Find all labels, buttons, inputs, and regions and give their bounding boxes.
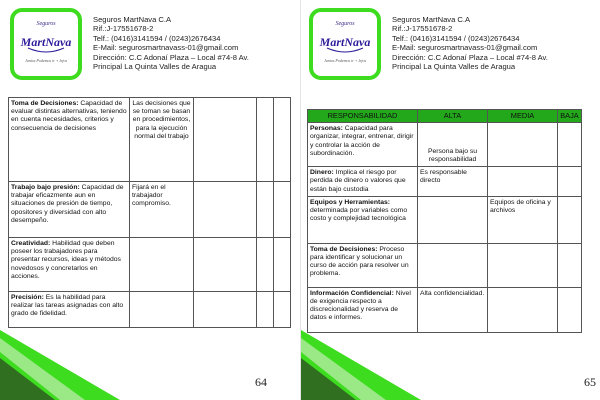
- competency-cell: Toma de Decisiones: Capacidad de evaluar distintas alternativas, teniendo en cuenta necesidades, criterios y consecuencia de decisiones: [9, 98, 130, 182]
- logo-tagline: Juntos Podemos ir + lejos: [24, 58, 68, 63]
- table-row: [308, 167, 582, 197]
- competencies-table: [8, 97, 291, 328]
- media-cell: Equipos de oficina y archivos: [488, 196, 558, 243]
- baja-cell: [558, 167, 582, 197]
- note-cell: [130, 238, 194, 292]
- table-row: [308, 287, 582, 332]
- logo-top-text: Seguros: [36, 21, 56, 27]
- page-number: 64: [255, 375, 267, 389]
- company-address-2: Principal La Quinta Valles de Aragua: [93, 62, 217, 72]
- table-row: [308, 196, 582, 243]
- table-row: [9, 182, 291, 238]
- table-row: [308, 243, 582, 287]
- header-baja: BAJA: [558, 110, 582, 123]
- table-row: [9, 238, 291, 292]
- note-cell: Las decisiones que se toman se basan en procedimientos, para la ejecución normal del trabajo: [130, 98, 194, 182]
- competency-cell: Trabajo bajo presión: Capacidad de trabajar eficazmente aun en situaciones de presión de tiempo, opositores y diversidad con alto desempeño.: [9, 182, 130, 238]
- logo-tagline: Juntos Podemos ir + lejos: [323, 58, 367, 63]
- note-cell: [130, 292, 194, 328]
- media-cell: [488, 287, 558, 332]
- alta-cell: Persona bajo su responsabilidad: [418, 123, 488, 167]
- header-responsabilidad: RESPONSABILIDAD: [308, 110, 418, 123]
- responsibility-table: [307, 109, 582, 333]
- table-row: [9, 292, 291, 328]
- media-cell: [488, 167, 558, 197]
- company-info: [392, 15, 548, 71]
- media-cell: [488, 123, 558, 167]
- baja-cell: [558, 123, 582, 167]
- media-cell: [488, 243, 558, 287]
- company-phone: Telf.: (0416)3141594 / (0243)2676434: [93, 33, 221, 43]
- table-row: [9, 98, 291, 182]
- company-email: E-Mail: segurosmartnavass-01@gmail.com: [93, 43, 239, 53]
- alta-cell: [418, 196, 488, 243]
- company-address: Dirección: C.C Adonaí Plaza – Local #74-8 Av.: [93, 52, 249, 62]
- company-info: [93, 15, 249, 71]
- page-65: [300, 0, 600, 400]
- company-phone: Telf.: (0416)3141594 / (0243)2676434: [392, 33, 520, 43]
- competency-cell: Precisión: Es la habilidad para realizar las tareas asignadas con alto grado de fidelidad.: [9, 292, 130, 328]
- table-row: [308, 123, 582, 167]
- corner-decoration: [301, 330, 600, 400]
- responsibility-cell: Información Confidencial: Nivel de exigencia respecto a discrecionalidad y reserva de datos e informes.: [308, 287, 418, 332]
- company-address-2: Principal La Quinta Valles de Aragua: [392, 62, 516, 72]
- baja-cell: [558, 287, 582, 332]
- company-rif: Rif.:J-17551678-2: [392, 24, 453, 34]
- logo-top-text: Seguros: [335, 21, 355, 27]
- responsibility-cell: Equipos y Herramientas: determinada por variables como costo y complejidad tecnológica: [308, 196, 418, 243]
- baja-cell: [558, 196, 582, 243]
- company-name: Seguros MartNava C.A: [93, 15, 172, 24]
- alta-cell: Alta confidencialidad.: [418, 287, 488, 332]
- table-header-row: [308, 110, 582, 123]
- alta-cell: [418, 243, 488, 287]
- responsibility-cell: Personas: Capacidad para organizar, integrar, entrenar, dirigir y controlar la acción de subordinación.: [308, 123, 418, 167]
- competency-cell: Creatividad: Habilidad que deben poseer los trabajadores para presentar recursos, ideas y métodos novedosos y concretarlos en acciones.: [9, 238, 130, 292]
- note-cell: Fijará en el trabajador compromiso.: [130, 182, 194, 238]
- company-logo: [10, 8, 82, 80]
- company-email: E-Mail: segurosmartnavass-01@gmail.com: [392, 43, 538, 53]
- header-media: MEDIA: [488, 110, 558, 123]
- responsibility-cell: Toma de Decisiones: Proceso para identificar y solucionar un curso de acción para resolver un problema.: [308, 243, 418, 287]
- logo-wordmark: MartNava: [319, 35, 371, 49]
- page-number: 65: [584, 375, 596, 389]
- responsibility-cell: Dinero: Implica el riesgo por perdida de dinero o valores que están bajo custodia: [308, 167, 418, 197]
- baja-cell: [558, 243, 582, 287]
- company-logo: [309, 8, 381, 80]
- company-rif: Rif.:J-17551678-2: [93, 24, 154, 34]
- logo-wordmark: MartNava: [20, 35, 72, 49]
- company-address: Dirección: C.C Adonaí Plaza – Local #74-8 Av.: [392, 52, 548, 62]
- alta-cell: Es responsable directo: [418, 167, 488, 197]
- header-alta: ALTA: [418, 110, 488, 123]
- company-name: Seguros MartNava C.A: [392, 15, 471, 24]
